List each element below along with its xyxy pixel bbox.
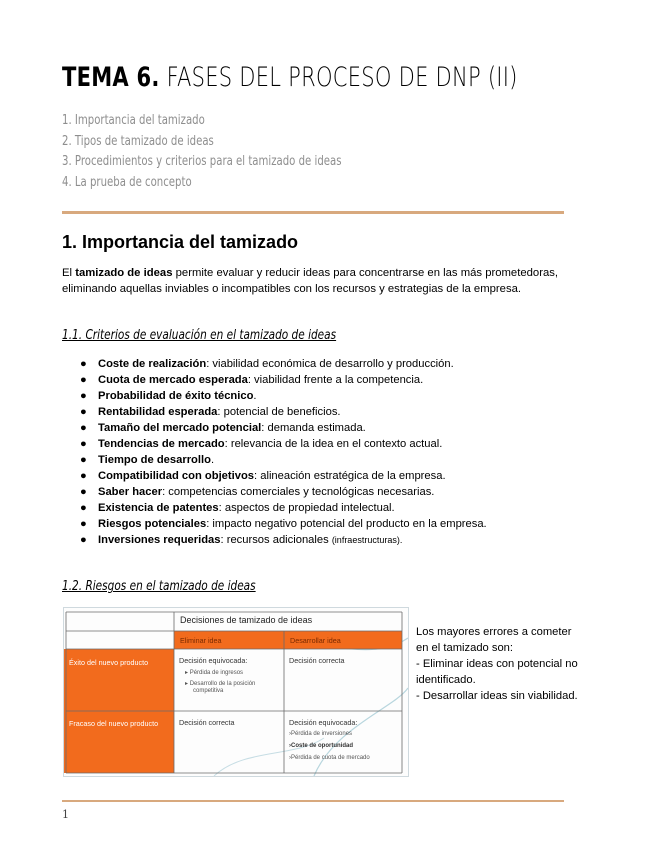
intro-bold-term: tamizado de ideas (75, 267, 173, 279)
bullet-icon: ● (80, 438, 87, 450)
toc-item: 3. Procedimientos y criterios para el tamizado de ideas (62, 154, 342, 169)
bullet-icon: ● (80, 502, 87, 514)
cell-item: ›Coste de oportunidad (289, 743, 353, 749)
table-of-contents (62, 111, 420, 193)
table-header: Decisiones de tamizado de ideas (180, 615, 313, 625)
bullet-icon: ● (80, 406, 87, 418)
column-header-develop: Desarrollar idea (290, 636, 341, 645)
bullet-icon: ● (80, 518, 87, 530)
subsection-heading-criteria: 1.1. Criterios de evaluación en el tamizado de ideas (62, 327, 337, 343)
list-item: ● Compatibilidad con objetivos: alineación estratégica de la empresa. (80, 470, 446, 482)
cell-wrong-decision-2: Decisión equivocada: (289, 718, 358, 727)
cell-item: ▸ Pérdida de ingresos (185, 670, 244, 676)
text-line: - Desarrollar ideas sin viabilidad. (416, 690, 578, 702)
risk-matrix-figure (63, 607, 409, 777)
text-line: - Eliminar ideas con potencial no (416, 658, 578, 670)
row-header-failure: Fracaso del nuevo producto (69, 719, 159, 728)
bullet-icon: ● (80, 454, 87, 466)
bullet-icon: ● (80, 470, 87, 482)
bullet-icon: ● (80, 374, 87, 386)
toc-item: 2. Tipos de tamizado de ideas (62, 133, 214, 149)
risk-summary-text (416, 624, 596, 704)
subsection-heading-risks: 1.2. Riesgos en el tamizado de ideas (62, 578, 256, 594)
list-item: ● Coste de realización: viabilidad económica de desarrollo y producción. (80, 358, 454, 370)
list-item: ● Tiempo de desarrollo. (80, 454, 215, 466)
section-divider (62, 211, 564, 214)
text-line: en el tamizado son: (416, 642, 514, 654)
toc-item: 4. La prueba de concepto (62, 174, 192, 190)
list-item: ● Existencia de patentes: aspectos de propiedad intelectual. (80, 502, 395, 514)
page-number: 1 (62, 808, 69, 821)
section-heading: 1. Importancia del tamizado (62, 232, 299, 252)
column-header-eliminate: Eliminar idea (180, 636, 222, 645)
list-item: ● Tendencias de mercado: relevancia de la idea en el contexto actual. (80, 438, 443, 450)
title-bold: TEMA 6. (62, 62, 160, 93)
list-item: ● Tamaño del mercado potencial: demanda estimada. (80, 422, 366, 434)
bullet-icon: ● (80, 358, 87, 370)
intro-rest: permite evaluar y reducir ideas para concentrarse en las más prometedoras, eliminando aquellas inviables o incompatibles con los recursos y estrategias de la empresa. (62, 267, 559, 295)
toc-item: 1. Importancia del tamizado (62, 113, 205, 128)
cell-item: ›Pérdida de inversiones (289, 731, 353, 737)
list-item: ● Rentabilidad esperada: potencial de beneficios. (80, 406, 341, 418)
list-item: ● Cuota de mercado esperada: viabilidad frente a la competencia. (80, 374, 424, 386)
list-item: ● Riesgos potenciales: impacto negativo potencial del producto en la empresa. (80, 518, 487, 530)
row-header-success: Éxito del nuevo producto (69, 658, 149, 667)
bullet-icon: ● (80, 486, 87, 498)
list-item: ● Inversiones requeridas: recursos adicionales (infraestructuras). (80, 534, 403, 546)
list-item: ● Probabilidad de éxito técnico. (80, 390, 257, 402)
bullet-icon: ● (80, 534, 87, 546)
cell-item: ▸ Desarrollo de la posición (185, 681, 256, 687)
text-line: Los mayores errores a cometer (416, 626, 572, 638)
footer-divider (62, 800, 564, 802)
cell-wrong-decision-1: Decisión equivocada: (179, 656, 248, 665)
list-item: ● Saber hacer: competencias comerciales y tecnológicas necesarias. (80, 486, 435, 498)
bullet-icon: ● (80, 422, 87, 434)
page-title (62, 62, 518, 93)
cell-correct-decision-1: Decisión correcta (289, 656, 345, 665)
cell-item: ›Pérdida de cuota de mercado (289, 755, 370, 761)
intro-paragraph (62, 265, 602, 297)
cell-correct-decision-2: Decisión correcta (179, 718, 235, 727)
risk-matrix-grid (64, 608, 408, 776)
cell-item: competitiva (193, 688, 224, 694)
intro-prefix: El (62, 267, 76, 279)
bullet-icon: ● (80, 390, 87, 402)
text-line: identificado. (416, 674, 476, 686)
criteria-list (80, 356, 487, 548)
title-rest: FASES DEL PROCESO DE DNP (II) (166, 62, 518, 93)
